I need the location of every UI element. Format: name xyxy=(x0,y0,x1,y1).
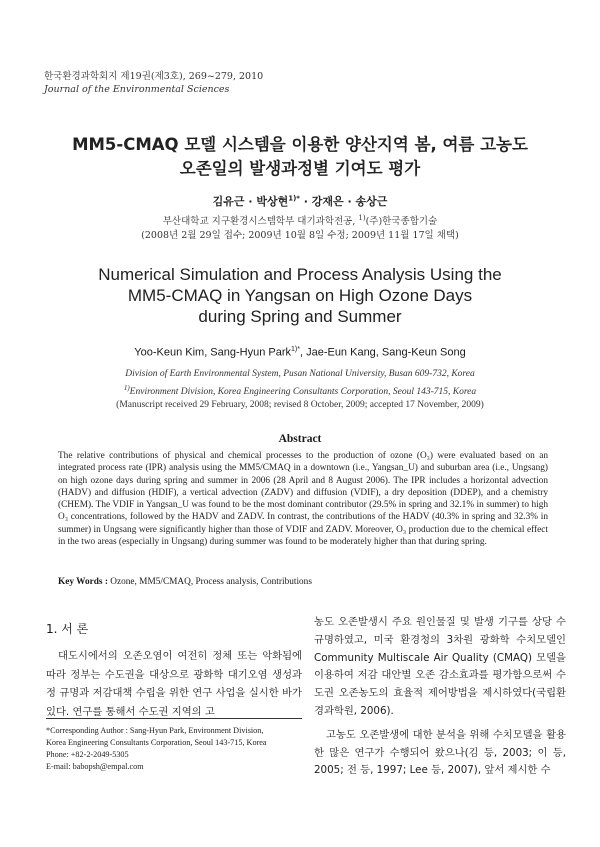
right-column xyxy=(314,614,566,780)
english-affiliation-2: Environment Division, Korea Engineering Consultants Corporation, Seoul 143-715, Korea xyxy=(129,386,477,397)
manuscript-dates: (Manuscript received 29 February, 2008; revised 8 October, 2009; accepted 17 November, 2009) xyxy=(116,400,484,411)
korean-affiliation xyxy=(0,211,600,243)
abstract-text: The relative contributions of physical and chemical processes to the production of ozone (O₃) were evaluated based on an integrated process rate (IPR) analysis using the MM5/CMAQ in a downtown (i.e., Yangsan_U) and suburban area (i.e., Ungsang) on high ozone days during spring and summer in 2006 (28 April and 8 August 2006). The IPR includes a horizontal advection (HADV) and diffusion (HDIF), a vertical advection (ZADV) and diffusion (VDIF), a dry deposition (DDEP), and a chemistry (CHEM). The VDIF in Yangsan_U was found to be the most dominant contributor (29.5% in spring and 32.1% in summer) to high O₃ concentrations, followed by the HADV and ZADV. In contrast, the contributions of the HADV (40.3% in spring and 32.3% in summer) in Ungsang were significantly higher than those of VDIF and ZADV. Moreover, O₃ production due to the chemical effect in the two areas (especially in Ungsang) during summer was found to be moderately higher than that during spring. xyxy=(58,451,548,548)
english-affiliation xyxy=(0,368,600,413)
citation-line: 한국환경과학회지 제19권(제3호), 269~279, 2010 xyxy=(44,71,264,82)
korean-authors-first: 김유근 · 박상현 xyxy=(212,195,289,208)
running-header xyxy=(44,70,263,96)
keywords-label: Key Words : xyxy=(58,577,108,587)
korean-affiliation-2: (주)한국종합기술 xyxy=(365,216,438,228)
english-affiliation-1: Division of Earth Environmental System, Pusan National University, Busan 609-732, Korea xyxy=(125,369,475,379)
korean-affiliation-1: 부산대학교 지구환경시스템학부 대기과학전공, xyxy=(162,216,356,228)
english-authors-rest: , Jae-Eun Kang, Sang-Keun Song xyxy=(299,346,466,359)
corresponding-author-footnote xyxy=(46,725,316,773)
korean-authors-rest: · 강재은 · 송상근 xyxy=(299,195,388,208)
footnote-line3: Phone: +82-2-2049-5305 xyxy=(46,750,129,759)
english-title-line1: Numerical Simulation and Process Analysis Using the xyxy=(98,265,502,284)
korean-dates: (2008년 2월 29일 접수; 2009년 10월 8일 수정; 2009년 11월 17일 채택) xyxy=(141,230,459,242)
korean-authors-sup: 1)* xyxy=(288,194,300,203)
korean-title-line2: 오존일의 발생과정별 기여도 평가 xyxy=(179,159,421,178)
section-heading: 1. 서 론 xyxy=(46,622,89,636)
english-authors-first: Yoo-Keun Kim, Sang-Hyun Park xyxy=(134,346,292,359)
english-authors-sup: 1)* xyxy=(291,346,300,353)
korean-affiliation-sup: 1) xyxy=(358,214,366,222)
korean-title xyxy=(40,133,560,181)
intro-paragraph-right-2: 고농도 오존발생에 대한 분석을 위해 수치모델을 활용한 많은 연구가 수행되어 왔으나(김 등, 2003; 이 등, 2005; 전 등, 1997; Lee 등, 2007), 앞서 제시한 수 xyxy=(314,728,566,777)
english-title xyxy=(40,264,560,327)
abstract-heading: Abstract xyxy=(278,433,322,445)
footnote-line2: Korea Engineering Consultants Corporation, Seoul 143-715, Korea xyxy=(46,738,267,747)
keywords xyxy=(58,577,312,587)
korean-title-line1: MM5-CMAQ 모델 시스템을 이용한 양산지역 봄, 여름 고농도 xyxy=(72,135,528,154)
footnote-divider xyxy=(46,718,302,719)
keywords-list: Ozone, MM5/CMAQ, Process analysis, Contributions xyxy=(107,577,312,587)
english-title-line3: during Spring and Summer xyxy=(198,307,402,326)
journal-name: Journal of the Environmental Sciences xyxy=(44,84,230,95)
english-affiliation-sup: 1) xyxy=(123,383,130,392)
english-authors xyxy=(0,346,600,359)
intro-paragraph-right-1: 농도 오존발생시 주요 원인물질 및 발생 기구를 상당 수 규명하였고, 미국 환경청의 3차원 광화학 수치모델인 Community Multiscale Air Quality (CMAQ) 모델을 이용하여 저감 대안별 오존 감소효과를 평가함으로써 수도권 오존농도의 효율적 제어방법을 제시하였다(국립환경과학원, 2006). xyxy=(314,616,566,717)
footnote-line1: *Corresponding Author : Sang-Hyun Park, Environment Division, xyxy=(46,726,264,735)
left-column xyxy=(46,620,302,721)
footnote-line4: E-mail: babopsh@empal.com xyxy=(46,762,144,771)
english-title-line2: MM5-CMAQ in Yangsan on High Ozone Days xyxy=(127,286,473,305)
korean-authors xyxy=(0,193,600,209)
intro-paragraph-left: 대도시에서의 오존오염이 여전히 정체 또는 악화됨에 따라 정부는 수도권을 대상으로 광화학 대기오염 생성과정 규명과 저감대책 수립을 위한 연구 사업을 실시한 바가 있다. 연구를 통해서 수도권 지역의 고 xyxy=(46,650,302,718)
